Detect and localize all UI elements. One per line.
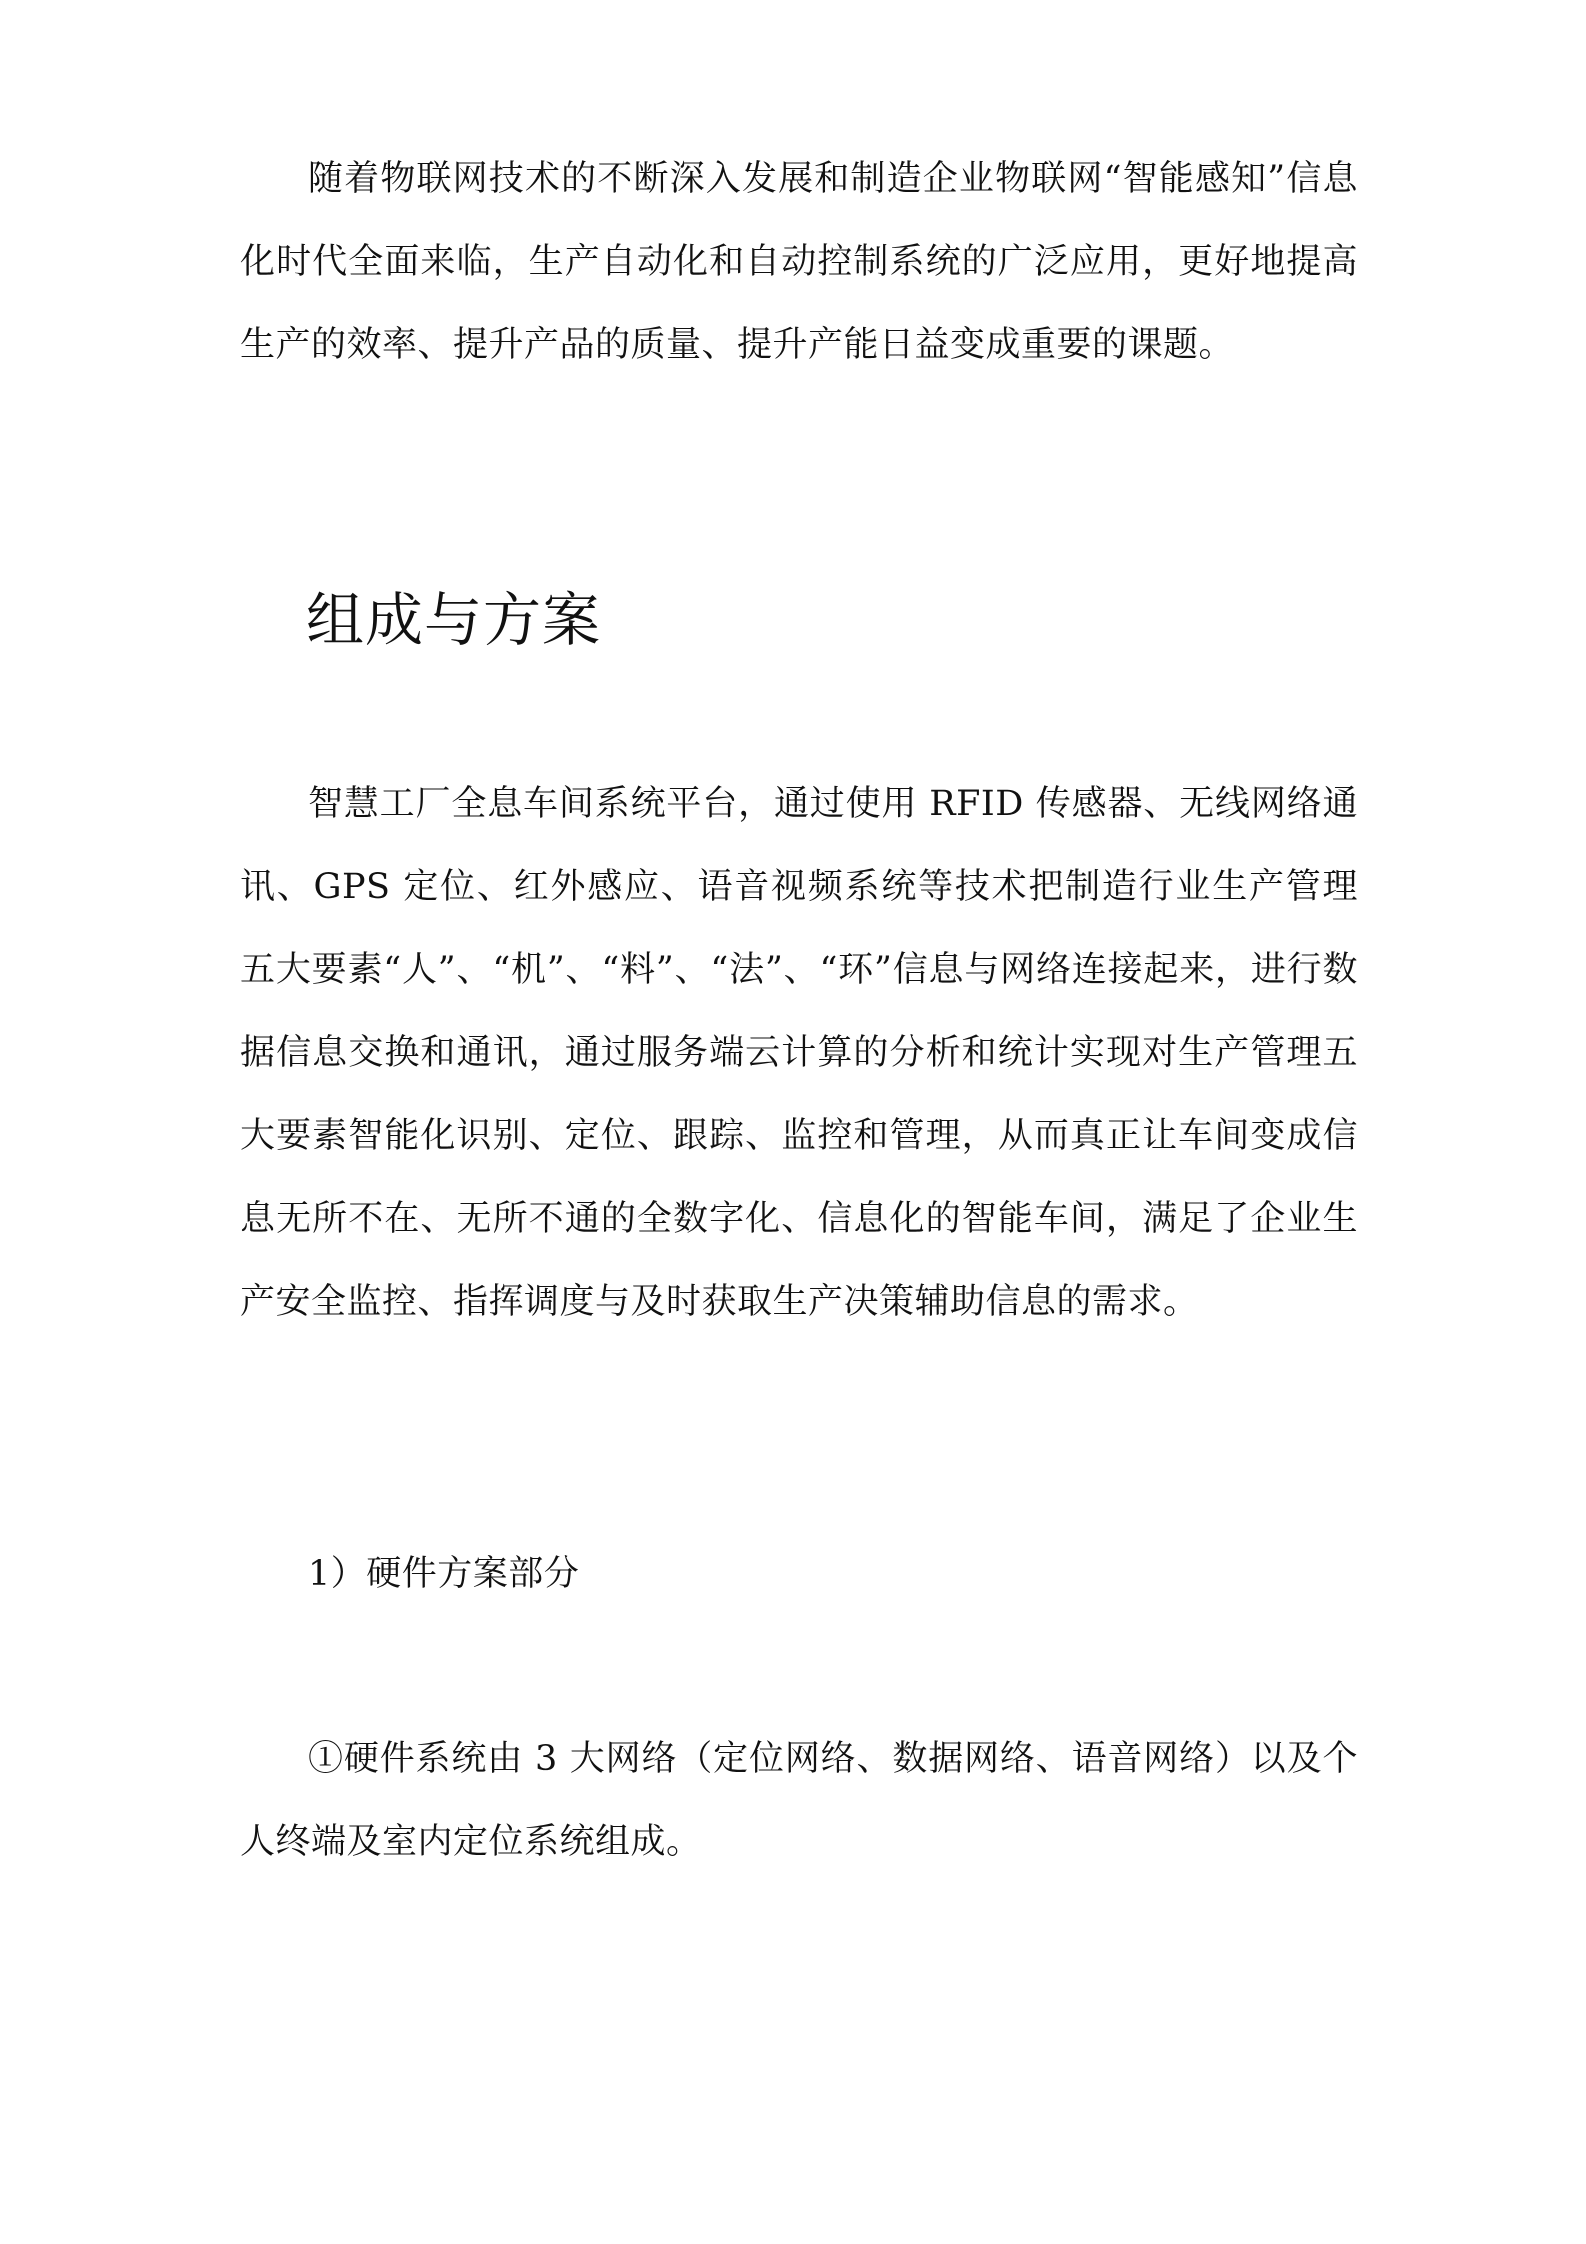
hardware-paragraph: ①硬件系统由 3 大网络（定位网络、数据网络、语音网络）以及个人终端及室内定位系统组成。 [240, 1739, 1358, 1862]
intro-paragraph: 随着物联网技术的不断深入发展和制造企业物联网“智能感知”信息化时代全面来临，生产自动化和自动控制系统的广泛应用，更好地提高生产的效率、提升产品的质量、提升产能日益变成重要的课题。 [240, 159, 1358, 365]
section-heading: 组成与方案 [306, 586, 602, 654]
platform-paragraph: 智慧工厂全息车间系统平台，通过使用 RFID 传感器、无线网络通讯、GPS 定位、红外感应、语音视频系统等技术把制造行业生产管理五大要素“人”、“机”、“料”、“法”、“环”信息与网络连接起来，进行数据信息交换和通讯，通过服务端云计算的分析和统计实现对生产管理五大要素智能化识别、定位、跟踪、监控和管理，从而真正让车间变成信息无所不在、无所不通的全数字化、信息化的智能车间，满足了企业生产安全监控、指挥调度与及时获取生产决策辅助信息的需求。 [240, 784, 1358, 1322]
subsection-label: 1）硬件方案部分 [308, 1554, 580, 1594]
